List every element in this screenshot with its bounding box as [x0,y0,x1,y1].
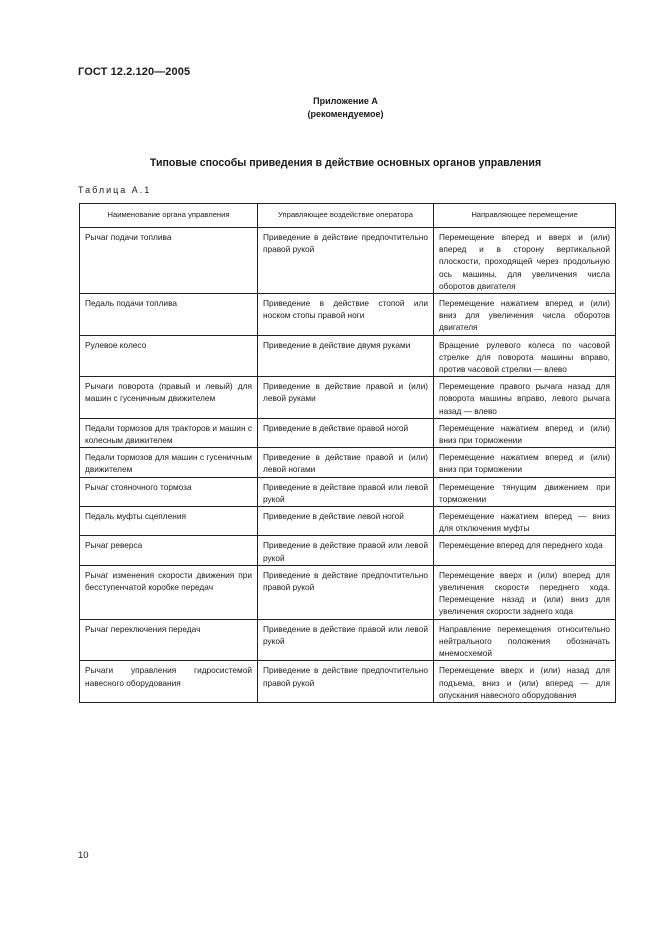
cell-operator-action: Приведение в действие правой ногой [258,418,434,447]
appendix-heading [0,95,661,121]
table-row [80,418,616,447]
column-header-direction: Направляющее перемещение [434,204,616,228]
page-title [0,157,661,169]
table-row [80,335,616,377]
cell-control-name: Рычаг изменения скорости движения при бесступенчатой коробке передач [80,565,258,619]
cell-direction: Перемещение нажатием вперед и (или) вниз для увеличения числа оборотов двигателя [434,294,616,336]
cell-control-name: Рычаг реверса [80,536,258,565]
cell-operator-action: Приведение в действие предпочтительно правой рукой [258,228,434,294]
cell-direction: Перемещение вверх и (или) назад для подъема, вниз и (или) вперед — для опускания навесного оборудования [434,661,616,703]
cell-operator-action: Приведение в действие предпочтительно правой рукой [258,565,434,619]
table-row [80,477,616,506]
cell-control-name: Рычаг переключения передач [80,619,258,661]
cell-direction: Перемещение нажатием вперед и (или) вниз при торможении [434,448,616,477]
cell-control-name: Рычаги поворота (правый и левый) для машин с гусеничным движителем [80,377,258,419]
table-row [80,448,616,477]
table-header [80,204,616,228]
cell-control-name: Педали тормозов для машин с гусеничным движителем [80,448,258,477]
table-row [80,661,616,703]
cell-operator-action: Приведение в действие двумя руками [258,335,434,377]
appendix-subtitle: (рекомендуемое) [307,109,384,119]
table-row [80,228,616,294]
cell-operator-action: Приведение в действие левой ногой [258,507,434,536]
cell-direction: Перемещение вверх и (или) вперед для увеличения скорости переднего хода. Перемещение назад и (или) вниз для увеличения скорости заднего хода [434,565,616,619]
cell-direction: Перемещение вперед для переднего хода [434,536,616,565]
page-number: 10 [78,850,89,861]
table-row [80,377,616,419]
cell-direction: Перемещение нажатием вперед и (или) вниз при торможении [434,418,616,447]
cell-control-name: Рычаги управления гидросистемой навесного оборудования [80,661,258,703]
cell-direction: Перемещение правого рычага назад для поворота машины вправо, левого рычага назад — влево [434,377,616,419]
cell-operator-action: Приведение в действие стопой или носком стопы правой ноги [258,294,434,336]
cell-control-name: Рычаг подачи топлива [80,228,258,294]
cell-direction: Перемещение тянущим движением при торможении [434,477,616,506]
table-label: Таблица А.1 [78,185,152,195]
table-header-row [80,204,616,228]
table-row [80,507,616,536]
cell-direction: Перемещение нажатием вперед — вниз для отключения муфты [434,507,616,536]
table-row [80,536,616,565]
cell-operator-action: Приведение в действие правой или левой рукой [258,536,434,565]
table-row [80,619,616,661]
cell-direction: Перемещение вперед и вверх и (или) вперед и в сторону вертикальной плоскости, проходящей через продольную ось машины, для увеличения числа оборотов двигателя [434,228,616,294]
table-row [80,565,616,619]
cell-operator-action: Приведение в действие правой и (или) левой ногами [258,448,434,477]
cell-direction: Направление перемещения относительно нейтрального положения обозначать мнемосхемой [434,619,616,661]
table-row [80,294,616,336]
controls-table [79,203,616,703]
cell-control-name: Рулевое колесо [80,335,258,377]
cell-operator-action: Приведение в действие правой и (или) левой руками [258,377,434,419]
column-header-action: Управляющее воздействие оператора [258,204,434,228]
cell-control-name: Педали тормозов для тракторов и машин с колесным движителем [80,418,258,447]
cell-operator-action: Приведение в действие предпочтительно правой рукой [258,661,434,703]
cell-operator-action: Приведение в действие правой или левой рукой [258,619,434,661]
appendix-title: Приложение А [313,96,378,106]
page-title-text: Типовые способы приведения в действие основных органов управления [149,157,542,169]
column-header-control: Наименование органа управления [80,204,258,228]
document-code: ГОСТ 12.2.120—2005 [78,66,191,78]
cell-operator-action: Приведение в действие правой или левой рукой [258,477,434,506]
cell-control-name: Рычаг стояночного тормоза [80,477,258,506]
cell-control-name: Педаль подачи топлива [80,294,258,336]
cell-direction: Вращение рулевого колеса по часовой стрелке для поворота машины вправо, против часовой стрелки — влево [434,335,616,377]
table-body [80,228,616,703]
cell-control-name: Педаль муфты сцепления [80,507,258,536]
